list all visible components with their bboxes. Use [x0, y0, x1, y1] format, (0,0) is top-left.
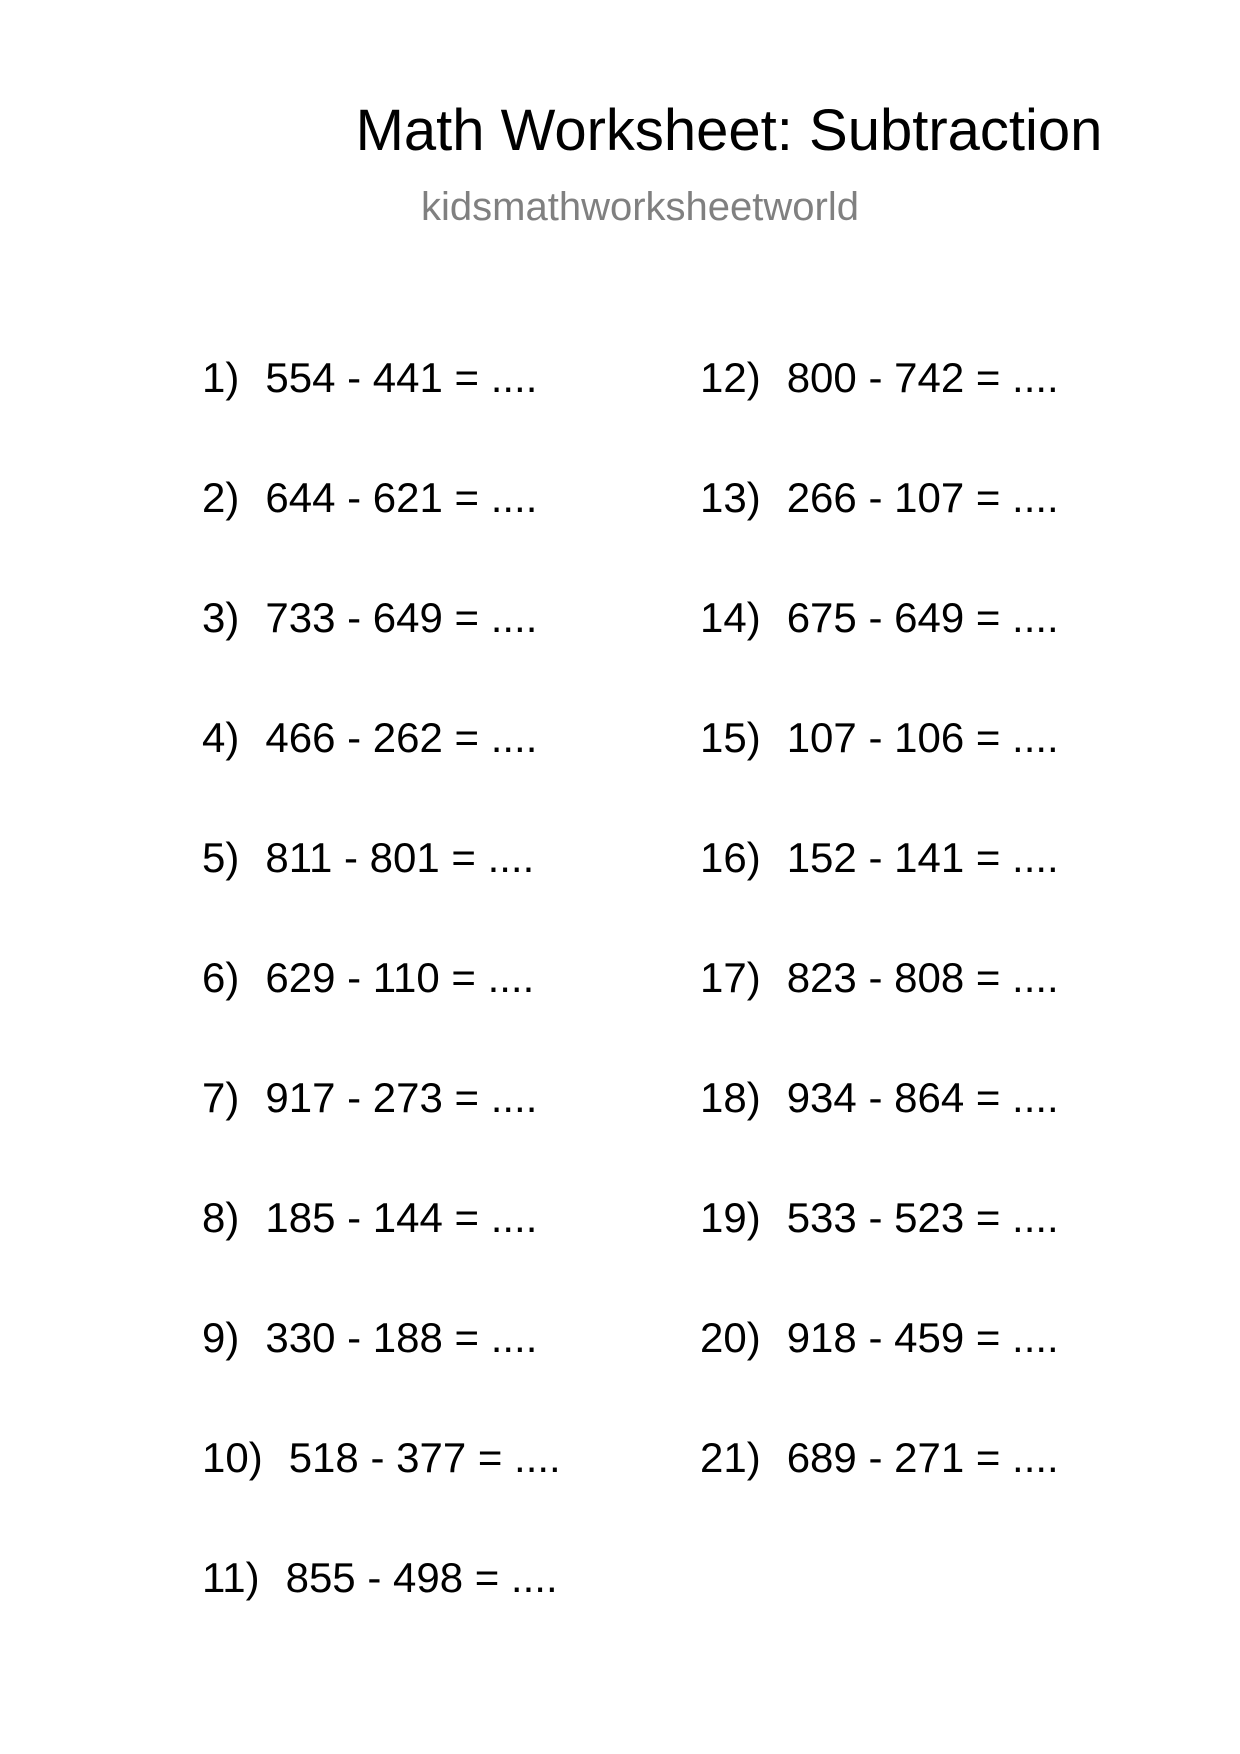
problem-item [202, 712, 537, 764]
problem-item [700, 472, 1059, 524]
problem-item [202, 352, 537, 404]
problem-expression: 689 - 271 = .... [786, 1434, 1059, 1481]
problem-number: 3) [202, 594, 240, 641]
problem-item [700, 1192, 1059, 1244]
problem-number: 18) [700, 1074, 761, 1121]
problem-item [700, 352, 1059, 404]
problem-expression: 629 - 110 = .... [265, 954, 535, 1001]
problem-item [700, 592, 1059, 644]
problem-expression: 466 - 262 = .... [265, 714, 538, 761]
problem-number: 19) [700, 1194, 761, 1241]
problem-expression: 917 - 273 = .... [265, 1074, 538, 1121]
problem-number: 11) [202, 1554, 260, 1601]
problem-item [202, 592, 537, 644]
problem-item [202, 832, 534, 884]
problem-number: 13) [700, 474, 761, 521]
problem-number: 5) [202, 834, 240, 881]
problem-item [202, 952, 534, 1004]
problem-item [202, 1192, 537, 1244]
problem-item [202, 1072, 537, 1124]
problem-expression: 107 - 106 = .... [786, 714, 1059, 761]
problem-item [700, 712, 1059, 764]
problem-item [700, 1432, 1059, 1484]
problem-expression: 800 - 742 = .... [786, 354, 1059, 401]
problem-number: 8) [202, 1194, 240, 1241]
problem-number: 14) [700, 594, 761, 641]
problem-item [700, 1312, 1059, 1364]
problem-number: 12) [700, 354, 761, 401]
page-subtitle: kidsmathworksheetworld [421, 185, 859, 229]
problem-expression: 330 - 188 = .... [265, 1314, 538, 1361]
problem-expression: 533 - 523 = .... [786, 1194, 1059, 1241]
problem-number: 7) [202, 1074, 240, 1121]
problem-item [700, 952, 1059, 1004]
problem-expression: 918 - 459 = .... [786, 1314, 1059, 1361]
problem-item [700, 832, 1059, 884]
problem-expression: 934 - 864 = .... [786, 1074, 1059, 1121]
problem-item [202, 1312, 537, 1364]
problem-expression: 855 - 498 = .... [285, 1554, 558, 1601]
problem-number: 17) [700, 954, 761, 1001]
problem-expression: 518 - 377 = .... [288, 1434, 561, 1481]
problem-number: 6) [202, 954, 240, 1001]
problem-number: 20) [700, 1314, 761, 1361]
problem-item [700, 1072, 1059, 1124]
problem-expression: 733 - 649 = .... [265, 594, 538, 641]
problem-expression: 185 - 144 = .... [265, 1194, 538, 1241]
problem-item [202, 472, 537, 524]
problem-expression: 266 - 107 = .... [786, 474, 1059, 521]
problem-expression: 811 - 801 = .... [265, 834, 535, 881]
problem-number: 9) [202, 1314, 240, 1361]
problem-expression: 823 - 808 = .... [786, 954, 1059, 1001]
problem-number: 21) [700, 1434, 761, 1481]
problem-expression: 675 - 649 = .... [786, 594, 1059, 641]
problem-item [202, 1552, 558, 1604]
problem-number: 2) [202, 474, 240, 521]
page-title: Math Worksheet: Subtraction [355, 98, 1103, 163]
problem-number: 10) [202, 1434, 263, 1481]
problem-expression: 554 - 441 = .... [265, 354, 538, 401]
problem-number: 4) [202, 714, 240, 761]
problem-expression: 644 - 621 = .... [265, 474, 538, 521]
problem-number: 1) [202, 354, 240, 401]
problem-number: 16) [700, 834, 761, 881]
problem-number: 15) [700, 714, 761, 761]
problem-expression: 152 - 141 = .... [786, 834, 1059, 881]
problem-item [202, 1432, 561, 1484]
